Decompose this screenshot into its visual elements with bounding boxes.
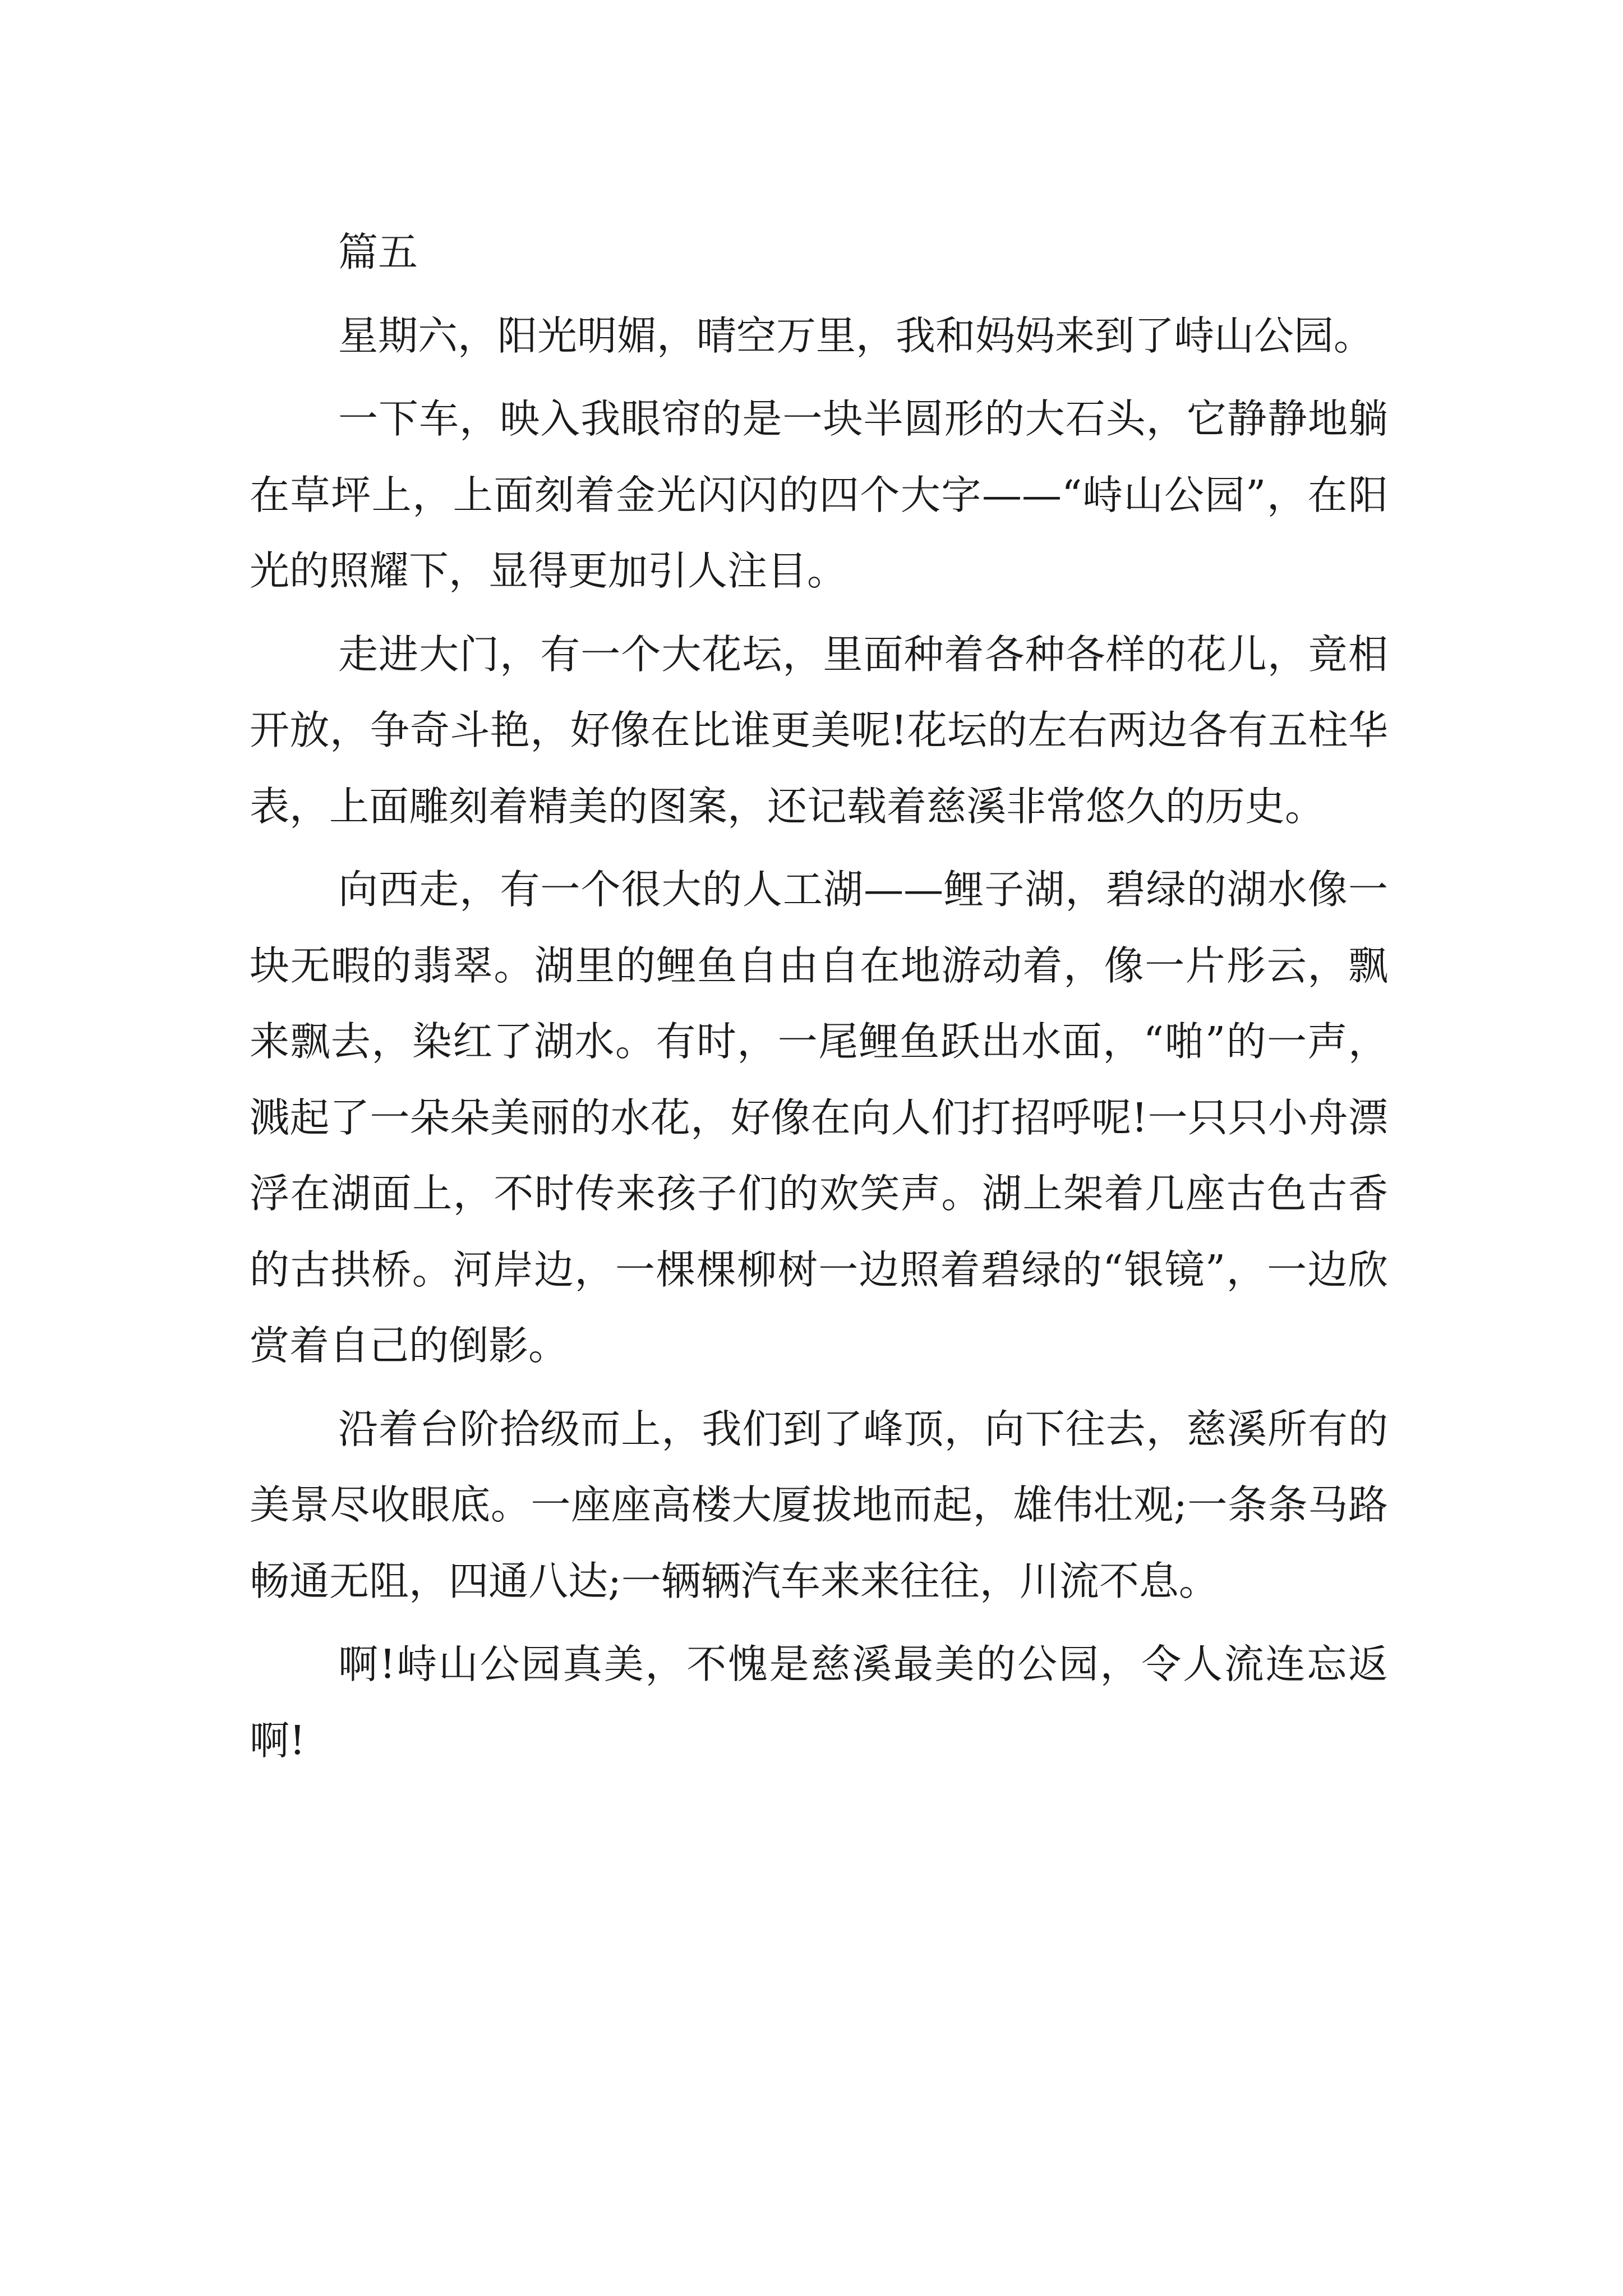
essay-heading: 篇五 (338, 229, 418, 275)
paragraph-4: 向西走，有一个很大的人工湖——鲤子湖，碧绿的湖水像一块无暇的翡翠。湖里的鲤鱼自由自在地游动着，像一片彤云，飘来飘去，染红了湖水。有时，一尾鲤鱼跃出水面，“啪”的一声，溅起了一朵朵美丽的水花，好像在向人们打招呼呢!一只只小舟漂浮在湖面上，不时传来孩子们的欢笑声。湖上架着几座古色古香的古拱桥。河岸边，一棵棵柳树一边照着碧绿的“银镜”，一边欣赏着自己的倒影。 (250, 866, 1388, 1369)
paragraph-2: 一下车，映入我眼帘的是一块半圆形的大石头，它静静地躺在草坪上，上面刻着金光闪闪的四个大字——“峙山公园”，在阳光的照耀下，显得更加引人注目。 (250, 395, 1388, 594)
paragraph-3: 走进大门，有一个大花坛，里面种着各种各样的花儿，竟相开放，争奇斗艳，好像在比谁更美呢!花坛的左右两边各有五柱华表，上面雕刻着精美的图案，还记载着慈溪非常悠久的历史。 (250, 631, 1388, 830)
paragraph-1: 星期六，阳光明媚，晴空万里，我和妈妈来到了峙山公园。 (338, 312, 1374, 359)
document-body (250, 214, 1388, 1786)
paragraph-6: 啊!峙山公园真美，不愧是慈溪最美的公园，令人流连忘返啊! (250, 1641, 1388, 1764)
paragraph-5: 沿着台阶拾级而上，我们到了峰顶，向下往去，慈溪所有的美景尽收眼底。一座座高楼大厦拔地而起，雄伟壮观;一条条马路畅通无阻，四通八达;一辆辆汽车来来往往，川流不息。 (250, 1405, 1388, 1604)
